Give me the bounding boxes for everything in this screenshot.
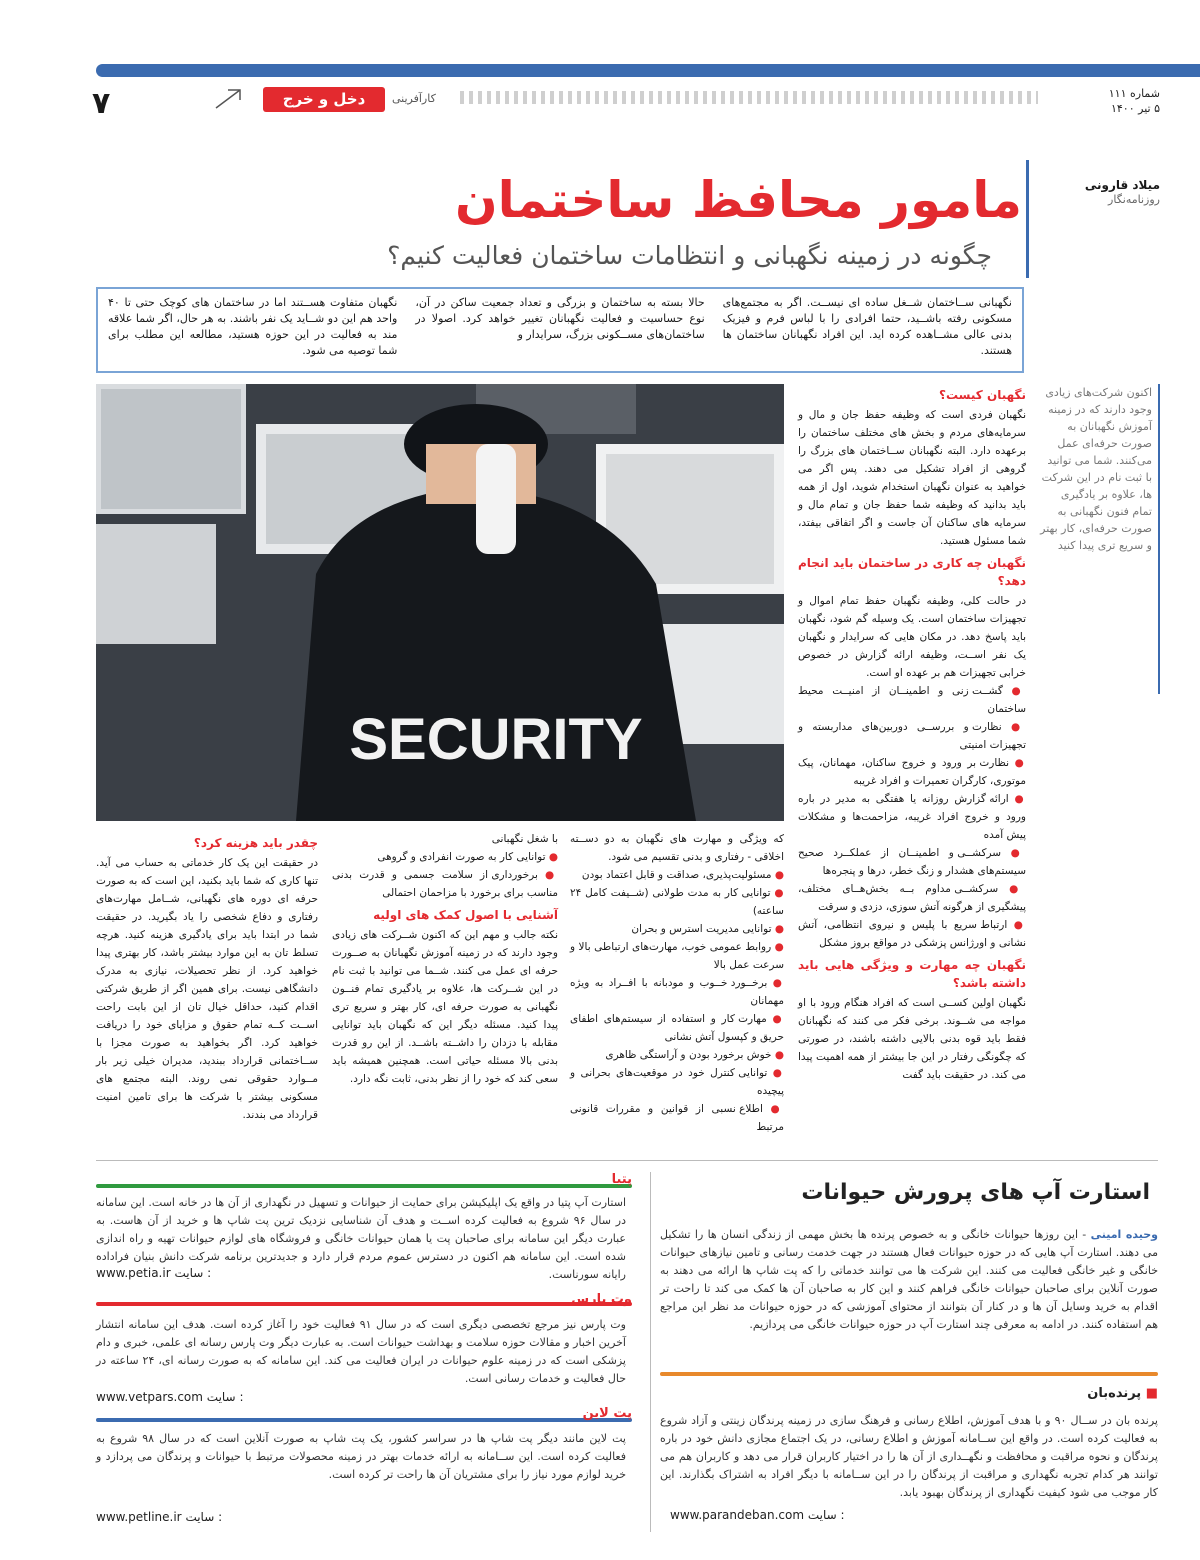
bullet-item: ● نظارت و بررســی دوربین‌های مداربسته و تجهیزات امنیتی [798,721,1027,751]
vetpars-text: وت پارس نیز مرجع تخصصی دیگری است که در سال ۹۱ فعالیت خود را آغاز کرده است. هدف این سامانه انتشار آخرین اخبار و مقالات حوزه سلامت و بهداشت حیوانات است. به عبارت دیگر وت پارس رسانه ای علمی، خبری و دام پزشکی است که در زمینه علوم حیوانات در ایران فعالیت می کند. این سامانه که به صورت رسانه ای، ۲۴ ساعته در حال فعالیت و خدمات رسانی است. [96,1318,626,1385]
vetpars-site: www.vetpars.com سایت : [96,1390,244,1404]
parandeban-site: www.parandeban.com سایت : [670,1508,845,1522]
article-subtitle: چگونه در زمینه نگهبانی و انتظامات ساختمان فعالیت کنیم؟ [387,241,992,270]
subheading: نگهبان چه کاری در ساختمان باید انجام دهد؟ [798,556,1026,588]
bullet-item: ● توانایی کار به صورت انفرادی و گروهی [377,851,558,863]
bullet-item: ● ارتباط سریع با پلیس و نیروی انتظامی، آتش نشانی و اورژانس پزشکی در مواقع بروز مشکل [798,919,1026,949]
bullet-item: ● خوش برخورد بودن و آراستگی ظاهری [605,1049,784,1061]
paragraph: نگهبان اولین کســی است که افراد هنگام ورود با او مواجه می شــوند. برخی فکر می کنند که نگهبانان فقط باید قوه بدنی بالایی داشته باشند، در صورتی که چگونگی رفتار در این جا بیشتر از همه اهمیت پیدا می کند. در حقیقت باید گفت [798,997,1026,1081]
issue-info [1048,86,1160,116]
security-guard-photo [96,384,784,821]
brand-logo: دخل و خرج [263,87,385,112]
bottom-intro [660,1226,1158,1334]
article-column-1 [798,382,1026,1084]
petline-site: www.petline.ir سایت : [96,1510,223,1524]
bullet-item: ● توانایی مدیریت استرس و بحران [631,923,784,935]
article-column-4 [96,830,318,1124]
intro-author: وحیده امینی [1090,1228,1159,1241]
bottom-article-title: استارت آپ های پرورش حیوانات [801,1180,1150,1205]
vetpars-heading: وت پارس [571,1292,632,1307]
petia-heading: پتیا [611,1172,632,1187]
bullet-item: ● برخــورد خــوب و مودبانه با افــراد به ویژه مهمانان [570,977,784,1007]
paragraph: که ویژگی و مهارت های نگهبان به دو دســته اخلاقی - رفتاری و بدنی تقسیم می شود. [570,833,784,863]
lead-box [96,287,1024,373]
parandeban-text: پرنده بان در ســال ۹۰ و با هدف آموزش، اطلاع رسانی و فرهنگ سازی در زمینه پرندگان زینتی و آزاد شروع به فعالیت کرده است. در واقع این ســامانه آموزش و اطلاع رسانی، در یک اجتماع مجازی دانش خود در باره پرندگان و نحوه مراقبت و محافظت و نگهــداری از آن ها را در اختیار کاربران قرار می دهد و کاربران هم می توانند هر کدام تجربه نگهداری و مراقبت از پرندگان را در این ســامانه با دیگر افراد به اشتراک بگذارند. این کار موجب می شود کیفیت نگهداری از پرندگان بهبود یابد. [660,1414,1158,1499]
bullet-item: ● سرکشــی و اطمینــان از عملکــرد صحیح سیستم‌های هشدار و زنگ خطر، درها و پنجره‌ها [798,847,1026,877]
article-column-2 [570,830,784,1136]
paragraph: در حقیقت این یک کار خدماتی به حساب می آید. تنها کاری که شما باید بکنید، این است که به صورت حرفه ای دوره های نگهبانی، شــامل مهارت‌های رفتاری و دفاع شخصی را یاد بگیرید. در حقیقت شما در ابتدا باید برای یادگیری هزینه کنید. هرچه تسلط تان به این موارد بیشتر باشد، کار بهتری پیدا خواهید کرد. از نظر تحصیلات، نیازی به مدرک دانشگاهی نیست. برای همین اگر از طریق شرکتی اقدام کنید، حداقل خیال تان از این بابت راحت اســت کــه تمام حقوق و مزایای خود را دریافت خواهید کرد. اگر بخواهید به صورت مجزا با ســاختمانی قرارداد ببندید، مدیران خیلی زیر بار مــوارد حقوقی نمی روند. البته مجتمع های مسکونی بیشتر با شرکت ها برای تامین امنیت قرارداد می بندند. [96,857,318,1121]
petline-heading: پت لاین [582,1406,632,1421]
petia-site: www.petia.ir سایت : [96,1266,212,1280]
paragraph: در حالت کلی، وظیفه نگهبان حفظ تمام اموال و تجهیزات ساختمان است. یک وسیله گم شود، نگهبان باید پاسخ دهد. در مکان هایی که سرایدار و نگهبان یک نفر اســت، وظیفه ارائه گزارش در خصوص خرابی تجهیزات هم بر عهده او است. [798,595,1026,679]
bullet-item: ● روابط عمومی خوب، مهارت‌های ارتباطی بالا و سرعت عمل بالا [570,941,784,971]
lead-paragraph: حالا بسته به ساختمان و بزرگی و تعداد جمعیت ساکن در آن، نوع حساسیت و فعالیت نگهبانان تغییر خواهد کرد. اصولا در ساختمان‌های مســکونی بزرگ، سرایدار و [415,296,705,341]
author-name: میلاد قارونی [1084,178,1160,192]
author-divider [1026,160,1029,278]
paragraph: نکته جالب و مهم این که اکنون شــرکت های زیادی وجود دارند که در زمینه آموزش نگهبانان به صــورت حرفه ای عمل می کنند. شــما می توانید با ثبت نام در این شــرکت ها، علاوه بر یادگیری تمام فنــون نگهبانی به صورت حرفه ای، کار بهتر و سریع تری پیدا کنید. مسئله دیگر این که نگهبان باید توانایی مقابله با دزدان را داشــته باشــد. از این رو قدرت بدنی بالا مسئله حیاتی است. همچنین همیشه باید سعی کند که خود را از نظر بدنی، ثابت نگه دارد. [332,929,558,1085]
photo-security-text: SECURITY [349,707,643,772]
bullet-item: ● نظارت بر ورود و خروج ساکنان، مهمانان، پیک موتوری، کارگران تعمیرات و افراد غریبه [798,757,1026,787]
bullet-item: ● گشــت زنی و اطمینــان از امنیــت محیط ساختمان [798,685,1027,715]
subheading: چقدر باید هزینه کرد؟ [193,836,318,850]
section-divider [96,1160,1158,1161]
paragraph: نگهبان فردی است که وظیفه حفظ جان و مال و سرمایه‌های مردم و بخش های مختلف ساختمان را برعهده دارد. البته نگهبانان ســاختمان های بزرگ را گروهی از افراد تشکیل می دهند. پس اگر می خواهید به عنوان نگهبان استخدام شوید، اول از همه باید بدانید که وظیفه شما حفظ جان و تمام مال و سرمایه های ساکنان آن جاست و اگر اتفاقی بیفتد، شما مسئول هستید. [798,409,1026,547]
lead-paragraph: نگهبان متفاوت هســتند اما در ساختمان های کوچک حتی تا ۴۰ واحد هم این دو شــاید یک نفر باشند. به هر حال، اگر شما علاقه مند به فعالیت در این حوزه هستید، مطالعه این مطلب برای شما توصیه می شود. [108,296,398,357]
subheading: نگهبان کیست؟ [939,388,1026,402]
sidebar-quote: اکنون شرکت‌های زیادی وجود دارند که در زمینه آموزش نگهبانان به صورت حرفه‌ای عمل می‌کنند. شما می توانید با ثبت نام در این شرکت ها، علاوه بر یادگیری تمام فنون نگهبانی به صورت حرفه‌ای، کار بهتر و سریع تری پیدا کنید [1040,384,1160,694]
bullet-item: ● برخورداری از سلامت جسمی و قدرت بدنی مناسب برای برخورد با مزاحمان احتمالی [332,869,558,899]
petline-text: پت لاین مانند دیگر پت شاپ ها در سراسر کشور، یک پت شاپ به صورت آنلاین است که در سال ۹۸ شروع به فعالیت کرده است. این ســامانه به ارائه خدمات بهتر در زمینه محصولات مرتبط با حیوانات و پرندگان می پردازد و خرید لوازم مورد نیاز را برای مشتریان آن ها راحت تر کرده است. [96,1432,626,1481]
lead-paragraph: نگهبانی ســاختمان شــغل ساده ای نیســت. اگر به مجتمع‌های مسکونی رفته باشــید، حتما افرادی را با لباس فرم و فیزیک بدنی عالی مشــاهده کرده اید. این افراد نگهبانان ساختمان ها هستند. [722,296,1012,357]
section-label: کارآفرینی [392,92,436,105]
bullet-item: ● مهارت کار و استفاده از سیستم‌های اطفای حریق و کپسول آتش نشانی [570,1013,784,1043]
top-bar [96,64,1200,77]
petia-text: استارت آپ پتیا در واقع یک اپلیکیشن برای حمایت از حیوانات و تسهیل در نگهداری از آن ها در خانه است. این سامانه در سال ۹۶ شروع به فعالیت کرده اســت و هدف آن شناسایی نزدیک ترین پت شاپ ها و خرید از آن هاست. به عبارت دیگر این سامانه برای صاحبان پت یا همان حیوانات خانگی و فروشگاه های لوازم حیوانات تهیه و راه اندازی شده است. این سامانه هم اکنون در دسترس عموم مردم قرار دارد و جدیدترین برنامه شرکت دانش بنیان فراداده رایانه سورناست. [96,1196,627,1281]
intro-text: - این روزها حیوانات خانگی و به خصوص پرنده ها بخش مهمی از زندگی انسان ها را تشکیل می دهند. استارت آپ هایی که در حوزه حیوانات فعال هستند در جهت خدمت رسانی و تامین نیازهای حیوانات خانگی و غیر خانگی فعالیت می کنند. این شرکت ها می توانند خدماتی را که پت شاپ ها ارائه می دهند به صورت آنلاین برای صاحبان حیوانات خانگی فراهم کنند و این کار به صاحبان آن ها کمک می کند تا راحت تر اقدام به خرید وسایل آن ها و در کنار آن بتوانند از محتوای آموزشی که در حوزه حیوانات مد نظر این مراجع هم استفاده کنند. در ادامه به معرفی چند استارت آپ در حوزه حیوانات خانگی می پردازیم. [660,1228,1158,1331]
subheading: نگهبان چه مهارت و ویژگی هایی باید داشته باشد؟ [798,958,1026,990]
issue-number: شماره ۱۱۱ [1108,87,1160,100]
bullet-item: ● مسئولیت‌پذیری، صداقت و قابل اعتماد بودن [581,869,784,881]
issue-date: ۵ تیر ۱۴۰۰ [1110,102,1160,115]
article-title: مامور محافظ ساختمان [454,171,1022,229]
page-number: ۷ [92,86,111,121]
bullet-item: ● سرکشــی مداوم بــه بخش‌هــای مختلف، پیشگیری از هرگونه آتش سوزی، دزدی و سرقت [798,883,1027,913]
arrow-icon [212,86,246,112]
column-divider [650,1172,651,1532]
author-role: روزنامه‌نگار [1108,193,1160,206]
bullet-item: ● توانایی کار به مدت طولانی (شــیفت کامل ۲۴ ساعته) [570,887,785,917]
bullet-item: ● ارائه گزارش روزانه یا هفتگی به مدیر در باره ورود و خروج افراد غریبه، مزاحمت‌ها و مشکلات پیش آمده [798,793,1027,841]
article-column-3 [332,830,558,1088]
subheading: آشنایی با اصول کمک های اولیه [373,908,558,922]
author-block [1040,178,1160,206]
header-stripes [460,91,1038,104]
paragraph: با شغل نگهبانی [491,833,558,845]
bullet-item: ● اطلاع نسبی از قوانین و مقررات قانونی مرتبط [570,1103,784,1133]
bullet-item: ● توانایی کنترل خود در موقعیت‌های بحرانی و پیچیده [570,1067,784,1097]
orange-rule [660,1372,1158,1376]
parandeban-heading: ■ پرنده‌بان [1087,1386,1158,1401]
